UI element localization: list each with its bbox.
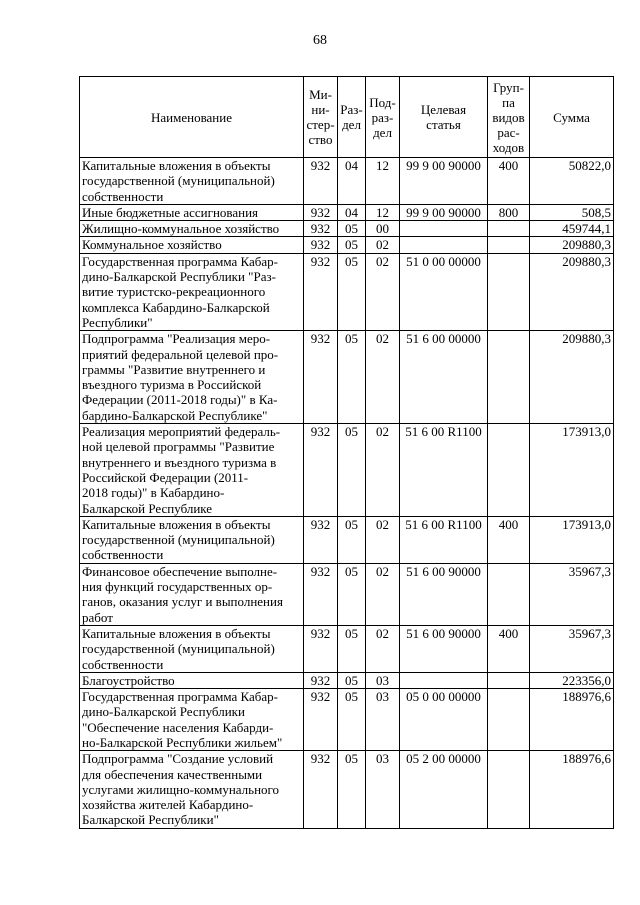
name-line: но-Балкарской Республики жильем": [82, 734, 283, 750]
cell-name: [80, 672, 304, 688]
header-row: [80, 77, 614, 158]
cell-ministry: 932: [304, 689, 338, 751]
name-line: Республики": [82, 314, 153, 330]
cell-group: [488, 221, 530, 237]
name-line: Федерации (2011-2018 годы)" в Ка-: [82, 392, 278, 408]
cell-name: [80, 158, 304, 205]
cell-sum: 188976,6: [530, 751, 614, 828]
cell-group: 400: [488, 625, 530, 672]
table-row: [80, 563, 614, 625]
cell-subsection: 02: [366, 625, 400, 672]
header-line: Под-: [369, 94, 396, 110]
cell-ministry: 932: [304, 237, 338, 253]
cell-sum: 459744,1: [530, 221, 614, 237]
name-line: Государственная программа Кабар-: [82, 253, 278, 269]
name-line: Благоустройство: [82, 672, 175, 688]
cell-subsection: 02: [366, 331, 400, 424]
cell-section: 05: [338, 221, 366, 237]
cell-subsection: 02: [366, 253, 400, 330]
cell-target: [400, 221, 488, 237]
cell-target: 51 6 00 90000: [400, 563, 488, 625]
name-line: работ: [82, 609, 113, 625]
header-line: Целевая: [420, 102, 467, 117]
header-sum: Сумма: [530, 77, 614, 158]
cell-section: 04: [338, 158, 366, 205]
table-row: [80, 253, 614, 330]
cell-group: [488, 331, 530, 424]
cell-sum: 35967,3: [530, 625, 614, 672]
cell-target: 05 0 00 00000: [400, 689, 488, 751]
header-group: [488, 77, 530, 158]
name-line: Балкарской Республике: [82, 500, 213, 516]
cell-ministry: 932: [304, 672, 338, 688]
cell-ministry: 932: [304, 625, 338, 672]
header-line: Груп-: [493, 79, 524, 95]
cell-target: 99 9 00 90000: [400, 158, 488, 205]
header-name: Наименование: [80, 77, 304, 158]
header-line: статья: [426, 117, 461, 132]
name-line: витие туристско-рекреационного: [82, 284, 266, 300]
cell-subsection: 02: [366, 563, 400, 625]
cell-section: 05: [338, 689, 366, 751]
name-line: приятий федеральной целевой про-: [82, 346, 279, 362]
cell-section: 05: [338, 625, 366, 672]
name-line: Реализация мероприятий федераль-: [82, 424, 281, 440]
name-line: въездного туризма в Российской: [82, 377, 262, 393]
cell-name: [80, 204, 304, 220]
cell-ministry: 932: [304, 158, 338, 205]
cell-group: 400: [488, 516, 530, 563]
cell-name: [80, 625, 304, 672]
page-number: 68: [313, 33, 327, 48]
header-line: па: [502, 94, 515, 110]
cell-target: 51 6 00 90000: [400, 625, 488, 672]
cell-target: 51 6 00 R1100: [400, 424, 488, 517]
name-line: Капитальные вложения в объекты: [82, 625, 271, 641]
name-line: бардино-Балкарской Республике": [82, 407, 268, 423]
cell-target: [400, 237, 488, 253]
name-line: Подпрограмма "Реализация меро-: [82, 331, 271, 347]
header-subsection: [366, 77, 400, 158]
cell-section: 05: [338, 424, 366, 517]
cell-sum: 50822,0: [530, 158, 614, 205]
table-row: [80, 625, 614, 672]
table-row: [80, 424, 614, 517]
name-line: собственности: [82, 656, 164, 672]
name-line: дино-Балкарской Республики: [82, 704, 245, 720]
cell-subsection: 02: [366, 424, 400, 517]
name-line: дино-Балкарской Республики "Раз-: [82, 269, 276, 285]
cell-group: [488, 672, 530, 688]
name-line: ной целевой программы "Развитие: [82, 439, 275, 455]
cell-name: [80, 221, 304, 237]
table-row: [80, 751, 614, 828]
header-ministry: [304, 77, 338, 158]
name-line: Государственная программа Кабар-: [82, 689, 278, 705]
cell-ministry: 932: [304, 221, 338, 237]
cell-sum: 173913,0: [530, 424, 614, 517]
cell-name: [80, 253, 304, 330]
cell-sum: 188976,6: [530, 689, 614, 751]
cell-ministry: 932: [304, 751, 338, 828]
header-line: стер-: [306, 117, 335, 132]
cell-sum: 173913,0: [530, 516, 614, 563]
cell-group: [488, 237, 530, 253]
cell-sum: 209880,3: [530, 331, 614, 424]
name-line: Российской Федерации (2011-: [82, 469, 249, 485]
table-row: [80, 204, 614, 220]
cell-section: 05: [338, 751, 366, 828]
name-line: государственной (муниципальной): [82, 532, 275, 548]
cell-section: 05: [338, 331, 366, 424]
name-line: Капитальные вложения в объекты: [82, 158, 271, 173]
cell-section: 05: [338, 672, 366, 688]
name-line: собственности: [82, 188, 164, 204]
cell-section: 05: [338, 516, 366, 563]
cell-target: 05 2 00 00000: [400, 751, 488, 828]
cell-subsection: 03: [366, 689, 400, 751]
header-line: ни-: [311, 102, 330, 117]
table-row: [80, 689, 614, 751]
cell-ministry: 932: [304, 331, 338, 424]
cell-group: [488, 751, 530, 828]
cell-subsection: 12: [366, 204, 400, 220]
name-line: государственной (муниципальной): [82, 173, 275, 189]
table-row: [80, 672, 614, 688]
cell-section: 04: [338, 204, 366, 220]
budget-table: [79, 76, 614, 829]
cell-subsection: 03: [366, 751, 400, 828]
cell-ministry: 932: [304, 516, 338, 563]
cell-name: [80, 424, 304, 517]
cell-subsection: 02: [366, 237, 400, 253]
cell-sum: 508,5: [530, 204, 614, 220]
name-line: для обеспечения качественными: [82, 766, 263, 782]
cell-sum: 35967,3: [530, 563, 614, 625]
cell-group: [488, 253, 530, 330]
name-line: Финансовое обеспечение выполне-: [82, 563, 278, 579]
cell-sum: 223356,0: [530, 672, 614, 688]
name-line: Подпрограмма "Создание условий: [82, 751, 274, 767]
cell-group: [488, 689, 530, 751]
cell-group: 400: [488, 158, 530, 205]
table-row: [80, 331, 614, 424]
cell-subsection: 00: [366, 221, 400, 237]
cell-ministry: 932: [304, 424, 338, 517]
name-line: ния функций государственных ор-: [82, 579, 273, 595]
cell-target: [400, 672, 488, 688]
header-section: [338, 77, 366, 158]
header-line: видов: [492, 109, 525, 125]
cell-target: 99 9 00 90000: [400, 204, 488, 220]
cell-section: 05: [338, 563, 366, 625]
name-line: собственности: [82, 547, 164, 563]
table-row: [80, 158, 614, 205]
cell-group: 800: [488, 204, 530, 220]
table-row: [80, 237, 614, 253]
cell-group: [488, 563, 530, 625]
cell-name: [80, 331, 304, 424]
name-line: хозяйства жителей Кабардино-: [82, 797, 254, 813]
cell-group: [488, 424, 530, 517]
name-line: услугами жилищно-коммунального: [82, 781, 280, 797]
header-line: ходов: [492, 139, 525, 155]
name-line: 2018 годы)" в Кабардино-: [82, 485, 225, 501]
header-line: рас-: [497, 124, 520, 140]
cell-subsection: 03: [366, 672, 400, 688]
cell-subsection: 02: [366, 516, 400, 563]
table-row: [80, 221, 614, 237]
cell-target: 51 0 00 00000: [400, 253, 488, 330]
cell-name: [80, 237, 304, 253]
cell-section: 05: [338, 253, 366, 330]
cell-ministry: 932: [304, 253, 338, 330]
header-line: раз-: [371, 109, 394, 125]
name-line: государственной (муниципальной): [82, 641, 275, 657]
name-line: Жилищно-коммунальное хозяйство: [82, 221, 280, 237]
cell-sum: 209880,3: [530, 237, 614, 253]
name-line: ганов, оказания услуг и выполнения: [82, 594, 283, 610]
name-line: Иные бюджетные ассигнования: [82, 204, 259, 220]
table-body: [80, 158, 614, 829]
cell-sum: 209880,3: [530, 253, 614, 330]
cell-section: 05: [338, 237, 366, 253]
header-line: дел: [373, 124, 392, 140]
cell-target: 51 6 00 00000: [400, 331, 488, 424]
header-line: Раз-: [340, 102, 363, 117]
name-line: Коммунальное хозяйство: [82, 237, 222, 253]
cell-target: 51 6 00 R1100: [400, 516, 488, 563]
header-target: [400, 77, 488, 158]
cell-subsection: 12: [366, 158, 400, 205]
cell-name: [80, 751, 304, 828]
cell-ministry: 932: [304, 563, 338, 625]
name-line: Балкарской Республики": [82, 812, 219, 828]
cell-name: [80, 516, 304, 563]
name-line: граммы "Развитие внутреннего и: [82, 361, 266, 377]
header-line: Ми-: [309, 87, 332, 102]
header-line: ство: [308, 132, 333, 147]
name-line: внутреннего и въездного туризма в: [82, 454, 277, 470]
cell-ministry: 932: [304, 204, 338, 220]
name-line: "Обеспечение населения Кабарди-: [82, 719, 274, 735]
cell-name: [80, 563, 304, 625]
header-line: дел: [342, 117, 361, 132]
cell-name: [80, 689, 304, 751]
name-line: Капитальные вложения в объекты: [82, 516, 271, 532]
table-row: [80, 516, 614, 563]
name-line: комплекса Кабардино-Балкарской: [82, 299, 270, 315]
